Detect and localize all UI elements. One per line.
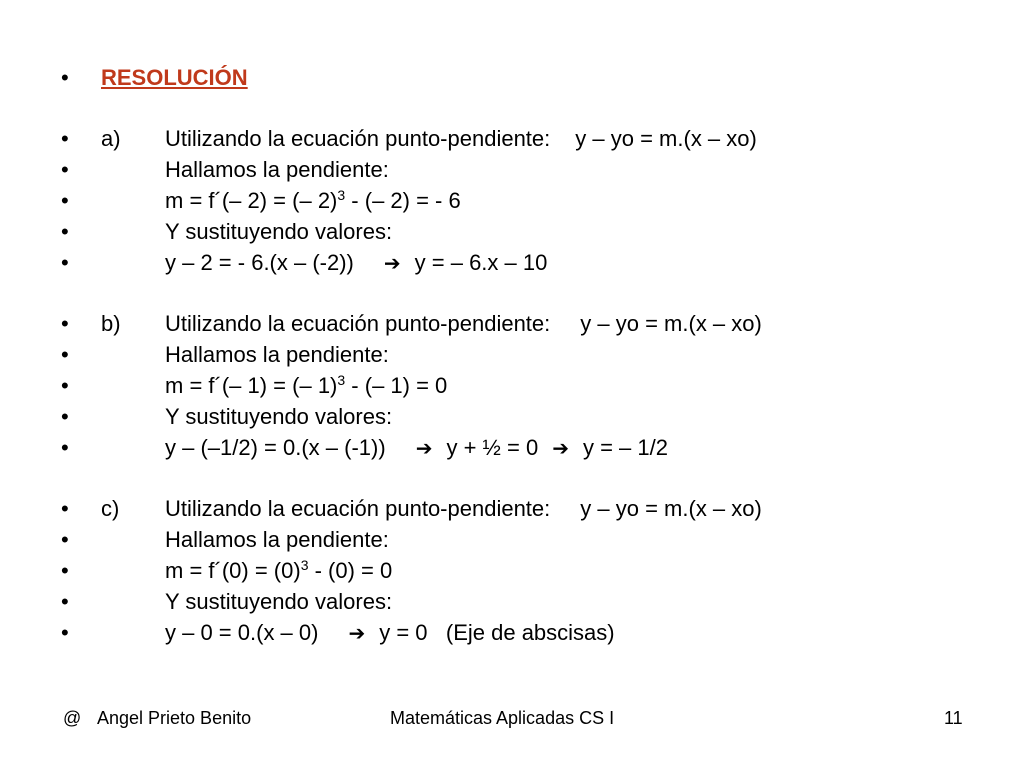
- section-b-label: b): [101, 311, 121, 336]
- bullet: •: [61, 219, 69, 244]
- slope-calculation: m = f´(0) = $(0)^3 - (0) = 0$: [165, 557, 393, 583]
- substitute-text: Y sustituyendo valores:: [165, 589, 393, 614]
- footer-at-symbol: @: [63, 708, 82, 728]
- bullet: •: [61, 404, 69, 429]
- bullet: •: [61, 157, 69, 182]
- resolution-title: RESOLUCIÓN: [101, 65, 248, 90]
- bullet: •: [61, 558, 69, 583]
- bullet: •: [61, 527, 69, 552]
- substitute-text: Y sustituyendo valores:: [165, 404, 393, 429]
- find-slope-text: Hallamos la pendiente:: [165, 342, 389, 367]
- section-a-label: a): [101, 126, 121, 151]
- result-equation: y – 2 = - 6.(x – (-2)) ➔ y = – 6.x – 10: [165, 250, 548, 275]
- bullet: •: [61, 342, 69, 367]
- right-arrow-icon: ➔: [383, 251, 401, 275]
- right-arrow-icon: ➔: [552, 436, 569, 460]
- bullet: •: [61, 589, 69, 614]
- point-slope-equation: y – yo = m.(x – xo): [575, 126, 757, 151]
- result-equation: y – 0 = 0.(x – 0) ➔ y = 0 (Eje de abscisas): [165, 620, 615, 645]
- bullet: •: [61, 620, 69, 645]
- point-slope-equation: y – yo = m.(x – xo): [580, 311, 762, 336]
- result-equation: y – (–1/2) = 0.(x – (-1)) ➔ y + ½ = 0 ➔ y = – 1/2: [165, 435, 668, 460]
- method-text: Utilizando la ecuación punto-pendiente:: [165, 311, 551, 336]
- bullet: •: [61, 250, 69, 275]
- bullet: •: [61, 373, 69, 398]
- find-slope-text: Hallamos la pendiente:: [165, 157, 389, 182]
- substitute-text: Y sustituyendo valores:: [165, 219, 393, 244]
- section-c-label: c): [101, 496, 120, 521]
- bullet: •: [61, 126, 69, 151]
- right-arrow-icon: ➔: [348, 621, 366, 645]
- right-arrow-icon: ➔: [415, 436, 433, 460]
- method-text: Utilizando la ecuación punto-pendiente:: [165, 496, 551, 521]
- bullet: •: [61, 188, 69, 213]
- slope-calculation: m = f´(– 1) = (– 1)$^3$ - (– 1) = 0: [165, 372, 448, 398]
- bullet: •: [61, 435, 69, 460]
- method-text: Utilizando la ecuación punto-pendiente:: [165, 126, 551, 151]
- page-number: 11: [944, 708, 963, 728]
- slope-calculation: m = f´(– 2) = (– 2)$^3$ - (– 2) = - 6: [165, 187, 461, 213]
- find-slope-text: Hallamos la pendiente:: [165, 527, 389, 552]
- bullet: •: [61, 496, 69, 521]
- point-slope-equation: y – yo = m.(x – xo): [580, 496, 762, 521]
- footer-course: Matemáticas Aplicadas CS I: [390, 708, 615, 728]
- bullet: •: [61, 311, 69, 336]
- bullet: •: [61, 65, 69, 90]
- footer-author: Angel Prieto Benito: [97, 708, 252, 728]
